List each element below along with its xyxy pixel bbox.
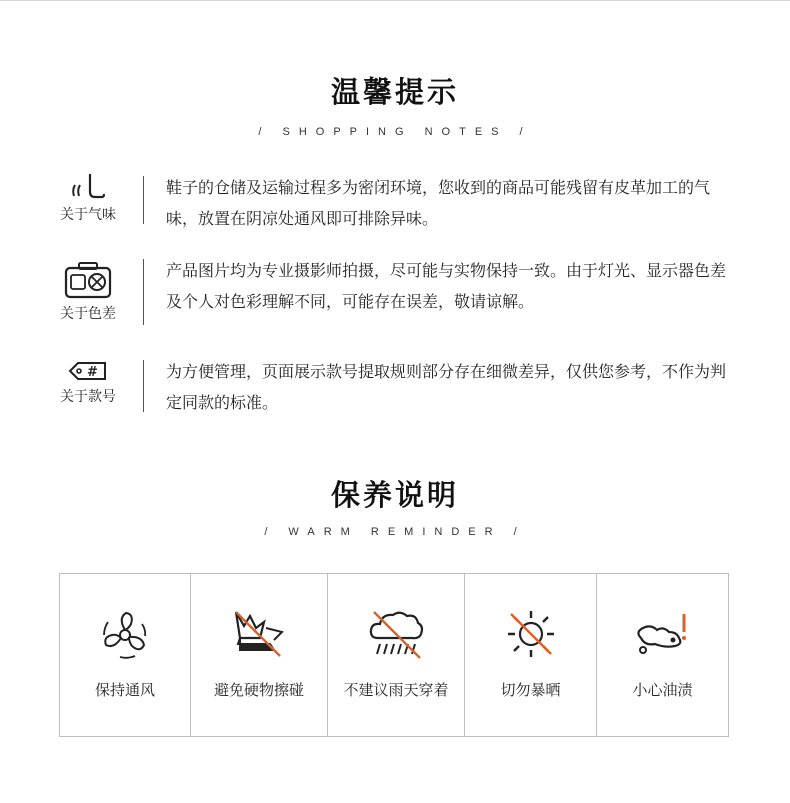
tag-icon: [68, 360, 108, 382]
no-rain-icon: [366, 608, 426, 660]
care-label: 避免硬物擦碰: [213, 681, 304, 699]
fan-icon: [98, 608, 152, 660]
notes-title: 温馨提示: [330, 75, 459, 109]
no-sun-icon: [505, 608, 557, 660]
tip-label: 关于气味: [60, 207, 116, 223]
care-item-no-sun: [465, 574, 597, 736]
care-item-no-rain: [328, 574, 465, 736]
care-label: 小心油渍: [632, 681, 693, 699]
odor-icon: [68, 172, 108, 200]
tip-text: 产品图片均为专业摄影师拍摄，尽可能与实物保持一致。由于灯光、显示器色差及个人对色彩理解不同，可能存在误差，敬请谅解。: [166, 261, 727, 311]
notes-subtitle: / SHOPPING NOTES /: [258, 126, 532, 138]
care-title: 保养说明: [330, 478, 459, 512]
care-grid: [59, 573, 729, 737]
tip-text: 鞋子的仓储及运输过程多为密闭环境，您收到的商品可能残留有皮革加工的气味，放置在阴凉处通风即可排除异味。: [166, 178, 711, 228]
tip-separator: [143, 259, 144, 325]
care-label: 保持通风: [94, 681, 155, 699]
tip-text: 为方便管理，页面展示款号提取规则部分存在细微差异，仅供您参考，不作为判定同款的标准。: [166, 362, 727, 412]
care-label: 不建议雨天穿着: [343, 681, 449, 699]
top-divider: [0, 0, 790, 1]
tip-label: 关于色差: [60, 306, 116, 322]
svg-text:#: #: [87, 365, 98, 380]
care-subtitle: / WARM REMINDER /: [264, 526, 526, 538]
care-item-avoid-scratch: [191, 574, 328, 736]
no-hard-object-icon: [230, 608, 288, 660]
tip-label: 关于款号: [60, 389, 116, 405]
camera-icon: [63, 261, 113, 299]
care-item-oil: [597, 574, 728, 736]
oil-stain-icon: [633, 608, 693, 660]
tip-separator: [143, 176, 144, 224]
care-item-ventilation: [60, 574, 191, 736]
care-label: 切勿暴晒: [500, 681, 561, 699]
tip-separator: [143, 360, 144, 412]
